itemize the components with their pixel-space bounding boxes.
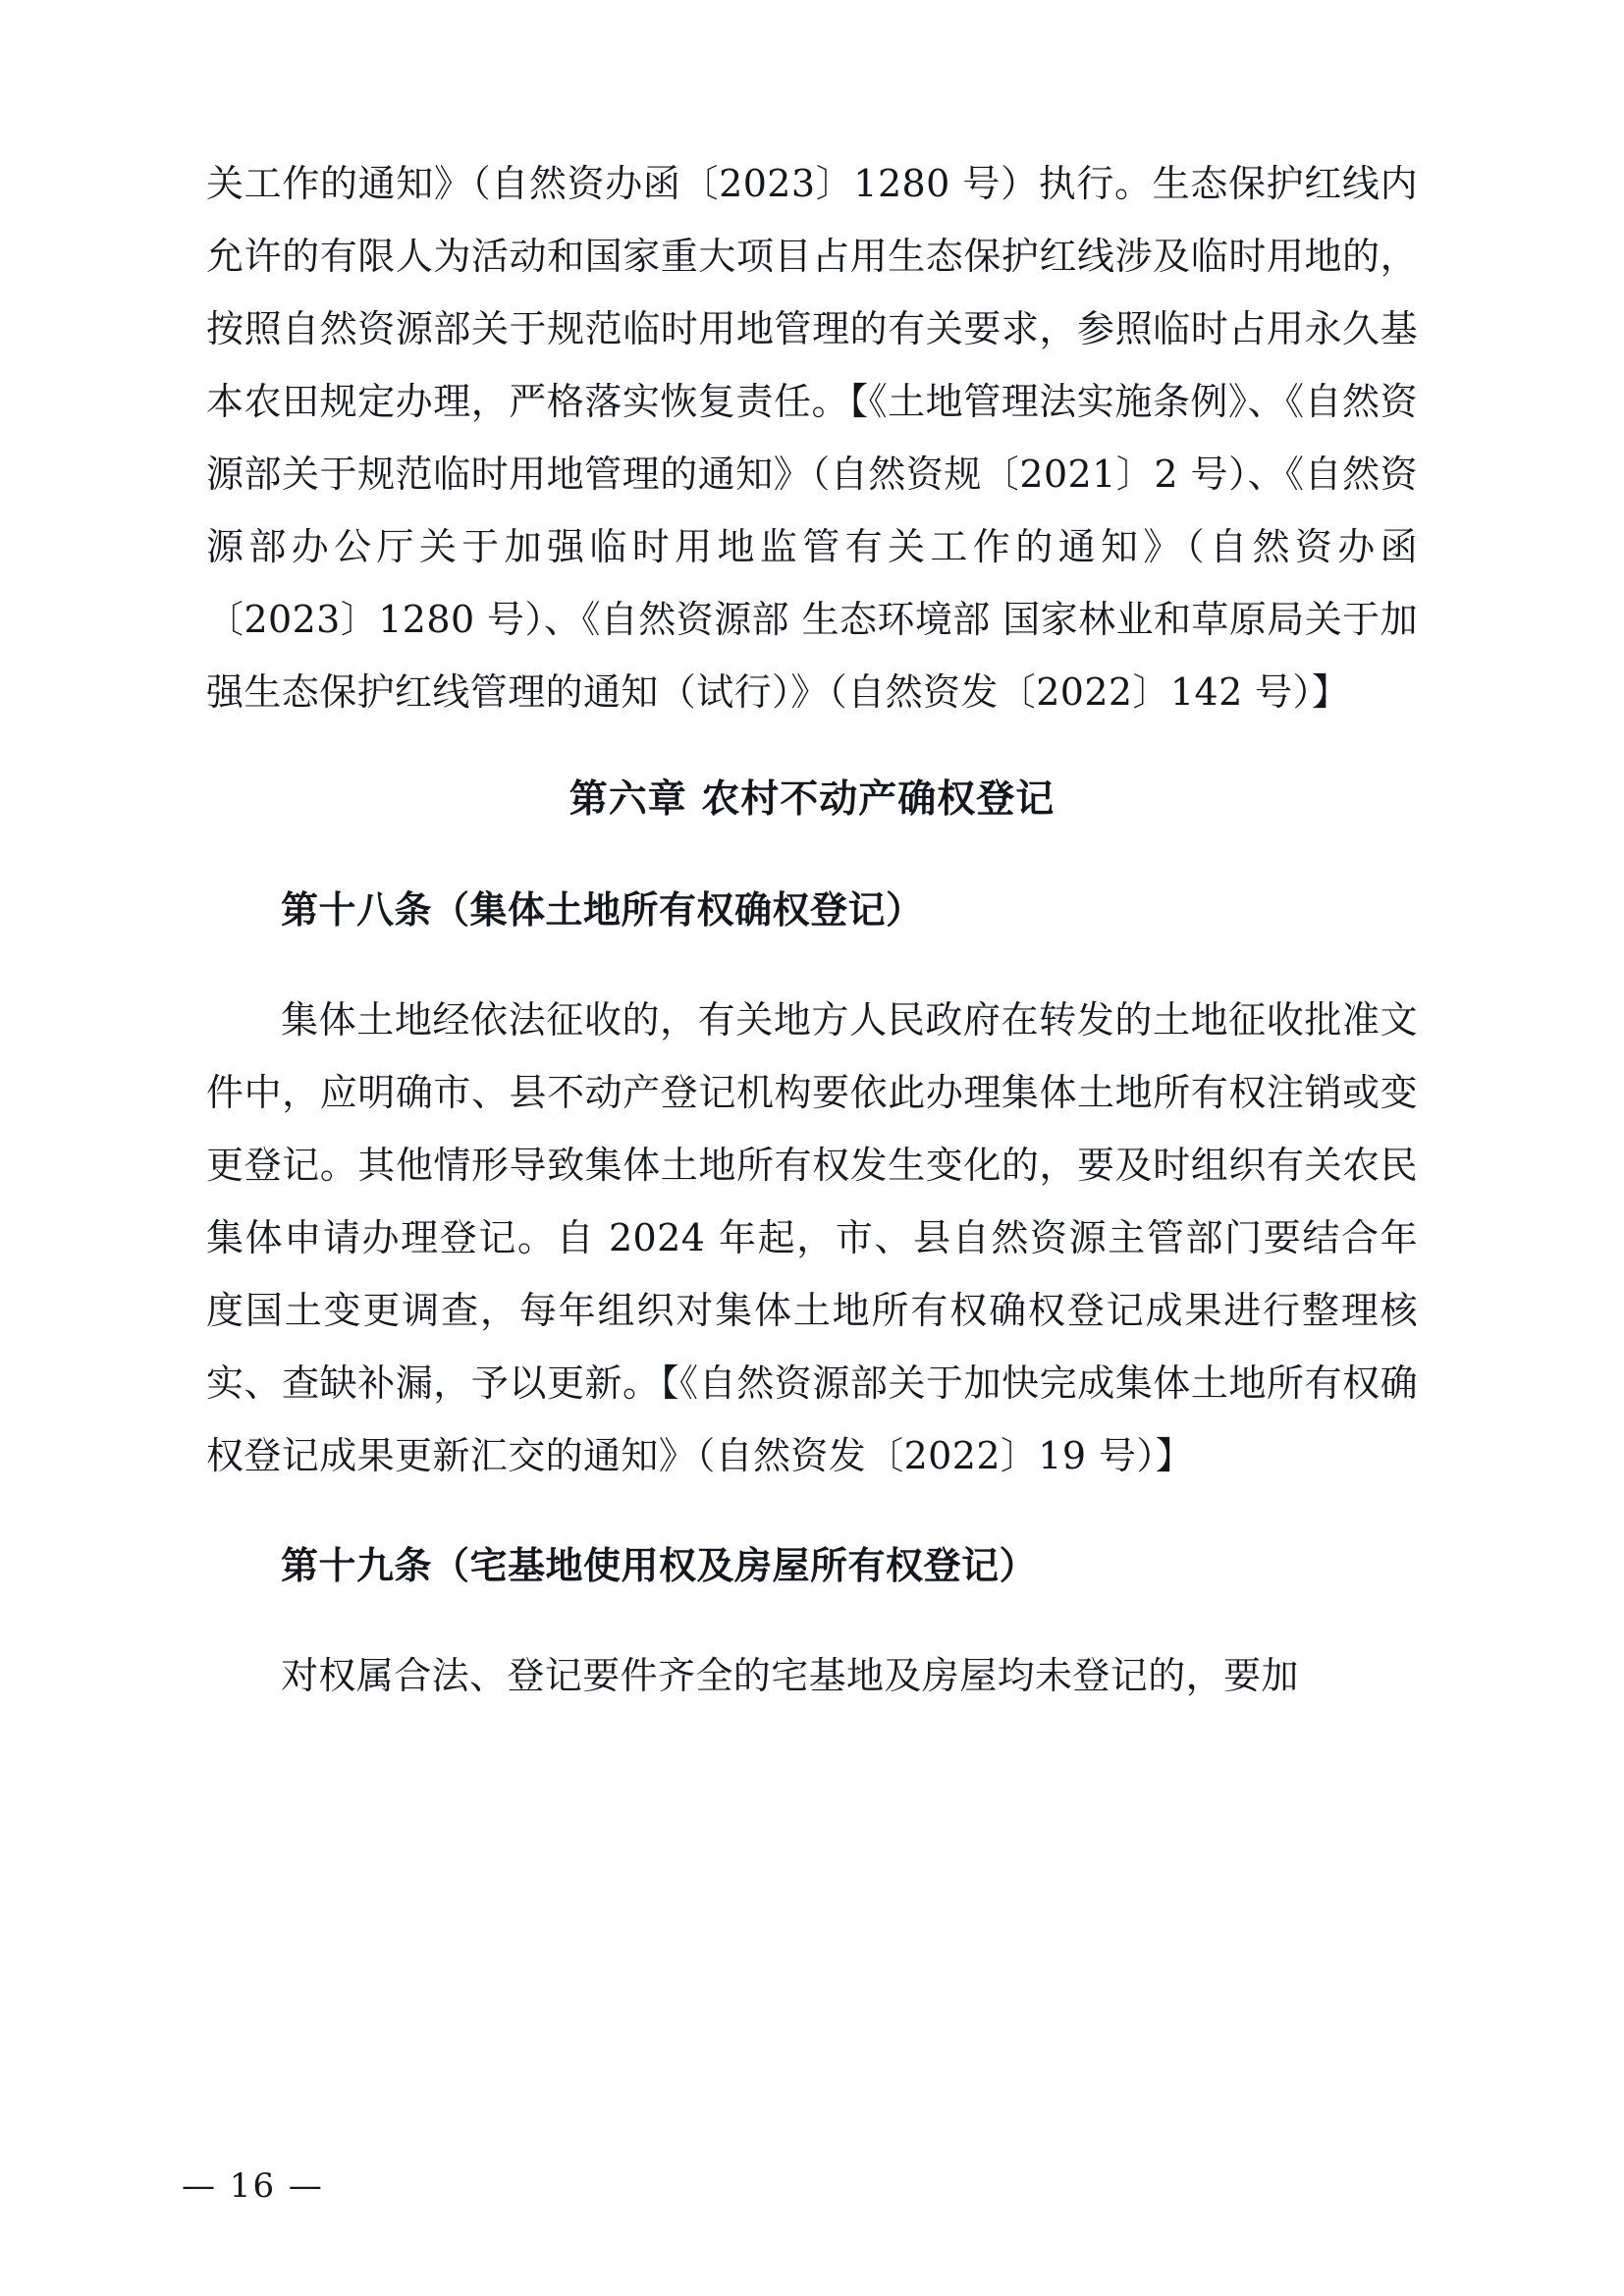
- page-number: — 16 —: [182, 2166, 324, 2206]
- article-heading-19: 第十九条（宅基地使用权及房屋所有权登记）: [281, 1544, 1038, 1587]
- paragraph-continuation: 关工作的通知》（自然资办函〔2023〕1280 号）执行。生态保护红线内允许的有限人为活动和国家重大项目占用生态保护红线涉及临时用地的，按照自然资源部关于规范临时用地管理的有关要求，参照临时占用永久基本农田规定办理，严格落实恢复责任。【《土地管理法实施条例》、《自然资源部关于规范临时用地管理的通知》（自然资规〔2021〕2 号）、《自然资源部办公厅关于加强临时用地监管有关工作的通知》（自然资办函〔2023〕1280 号）、《自然资源部 生态环境部 国家林业和草原局关于加强生态保护红线管理的通知（试行）》（自然资发〔2022〕142 号）】: [206, 162, 1418, 714]
- paragraph-article-19: 对权属合法、登记要件齐全的宅基地及房屋均未登记的，要加: [281, 1654, 1299, 1697]
- chapter-heading: 第六章 农村不动产确权登记: [568, 777, 1056, 822]
- article-heading-18: 第十八条（集体土地所有权确权登记）: [281, 888, 924, 932]
- paragraph-article-18: 集体土地经依法征收的，有关地方人民政府在转发的土地征收批准文件中，应明确市、县不动产登记机构要依此办理集体土地所有权注销或变更登记。其他情形导致集体土地所有权发生变化的，要及时组织有关农民集体申请办理登记。自 2024 年起，市、县自然资源主管部门要结合年度国土变更调查，每年组织对集体土地所有权确权登记成果进行整理核实、查缺补漏，予以更新。【《自然资源部关于加快完成集体土地所有权确权登记成果更新汇交的通知》（自然资发〔2022〕19 号）】: [206, 998, 1418, 1477]
